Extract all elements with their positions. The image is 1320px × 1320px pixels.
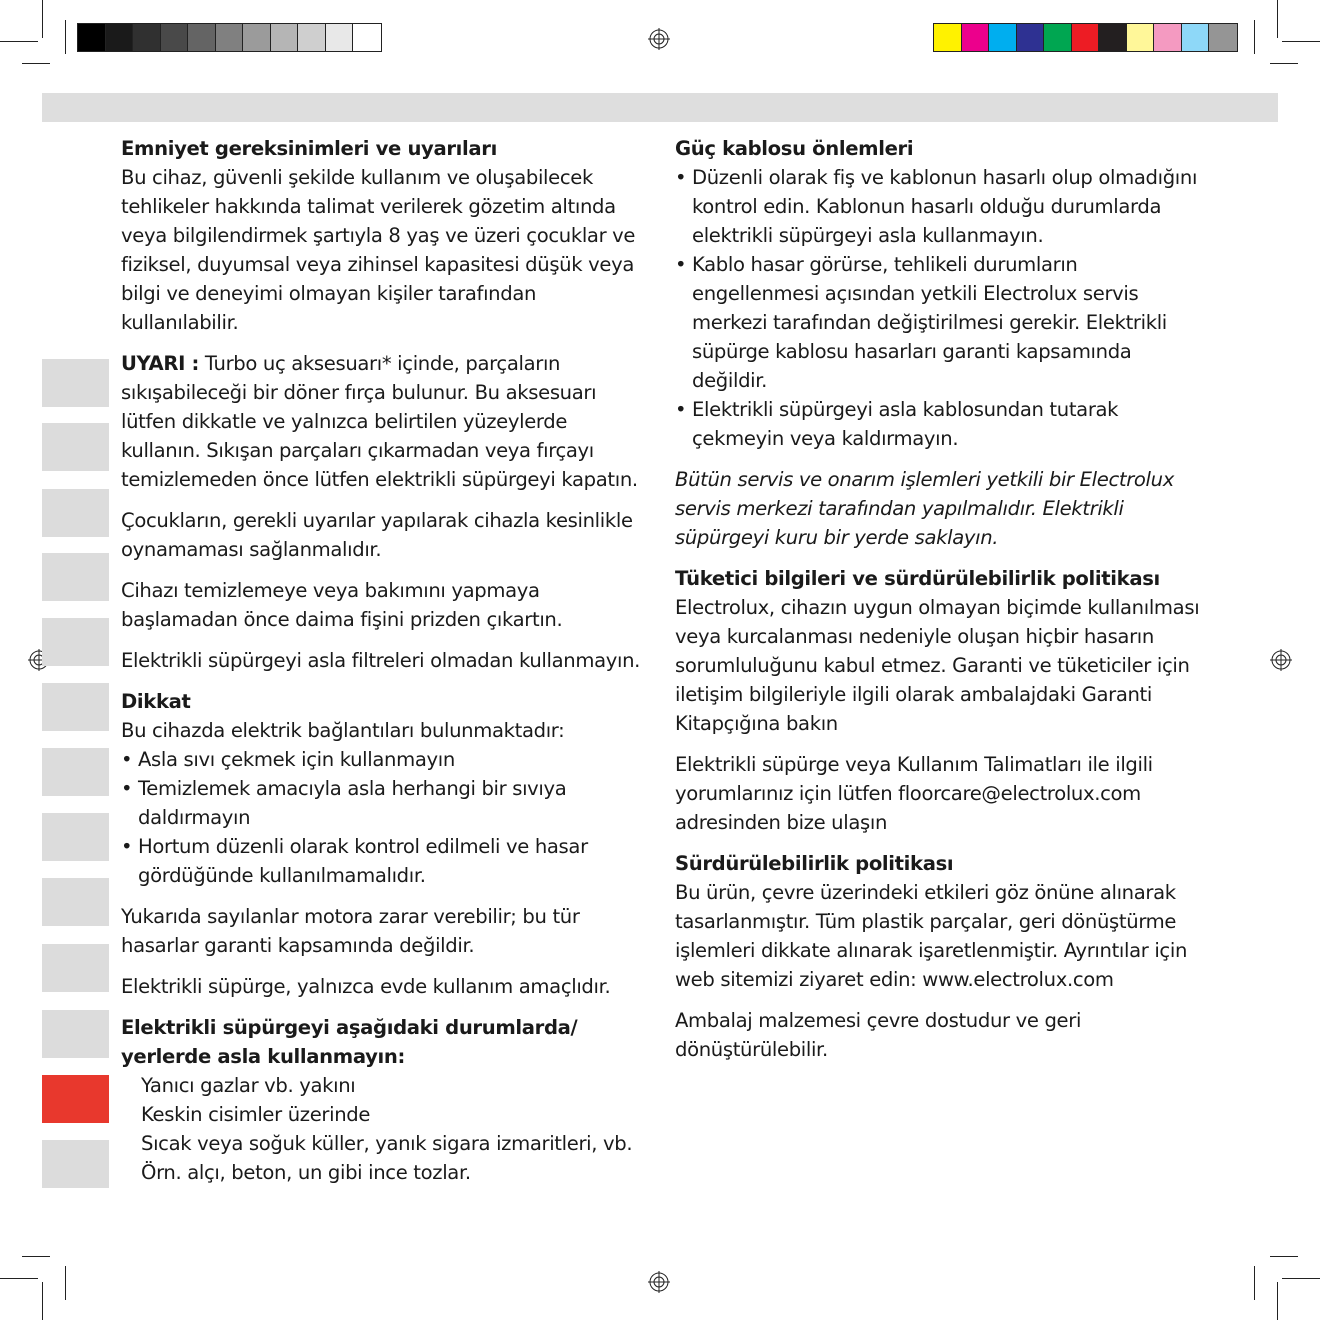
color-swatch [1044,24,1072,51]
crop-mark [0,41,38,42]
grayscale-swatch-strip [77,23,382,52]
language-tab [42,813,109,861]
crop-mark [42,1282,43,1320]
list-item: • Kablo hasar görürse, tehlikeli durumların engellenmesi açısından yetkili Electrolux servis merkezi tarafından değiştirilmesi gerekir. Elektrikli süpürge kablosu hasarları garanti kapsamında değildir. [675,253,1167,392]
color-swatch [326,24,354,51]
packaging-paragraph: Ambalaj malzemesi çevre dostudur ve geri dönüştürülebilir. [675,1009,1082,1061]
service-note: Bütün servis ve onarım işlemleri yetkili bir Electrolux servis merkezi tarafından yapılmalıdır. Elektrikli süpürgeyi kuru bir yerde saklayın. [675,468,1174,549]
language-tab [42,944,109,992]
never-use-heading: Elektrikli süpürgeyi aşağıdaki durumlarda/ yerlerde asla kullanmayın: [121,1016,578,1068]
crop-mark [1270,1256,1298,1257]
header-band [42,93,1278,122]
consumer-heading: Tüketici bilgileri ve sürdürülebilirlik politikası [675,567,1160,590]
color-swatch [271,24,299,51]
sustainability-heading: Sürdürülebilirlik politikası [675,852,954,875]
warning-text: Turbo uç aksesuarı* içinde, parçaların sıkışabileceği bir döner fırça bulunur. Bu aksesuarı lütfen dikkatle ve yalnızca belirtilen yüzeylerde kullanın. Sıkışan parçaları çıkarmadan veya fırçayı temizlemeden önce lütfen elektrikli süpürgeyi kapatın. [121,352,638,491]
language-tab [42,423,109,471]
language-tab [42,489,109,537]
crop-mark [1254,1266,1255,1300]
color-swatch [188,24,216,51]
power-cord-heading: Güç kablosu önlemleri [675,137,914,160]
crop-mark [65,20,66,54]
color-swatch [298,24,326,51]
crop-mark [1282,1278,1320,1279]
safety-heading: Emniyet gereksinimleri ve uyarıları [121,137,497,160]
color-swatch [161,24,189,51]
color-swatch [1209,24,1237,51]
language-tab [42,553,109,601]
warning-paragraph [121,349,649,494]
language-tab-active [42,1075,109,1123]
sustainability-paragraph: Bu ürün, çevre üzerindeki etkileri göz önüne alınarak tasarlanmıştır. Tüm plastik parçalar, geri dönüştürme işlemleri dikkate alınarak işaretlenmiştir. Ayrıntılar için web sitemizi ziyaret edin: www.electrolux.com [675,881,1188,991]
color-swatch [1017,24,1045,51]
crop-mark [1282,41,1320,42]
filters-paragraph: Elektrikli süpürgeyi asla filtreleri olmadan kullanmayın. [121,649,641,672]
right-column [675,134,1205,1076]
color-swatch [243,24,271,51]
color-swatch [78,24,106,51]
language-tab [42,1010,109,1058]
crop-mark [0,1278,38,1279]
list-item: Sıcak veya soğuk küller, yanık sigara izmaritleri, vb. [141,1132,633,1155]
color-swatch [1099,24,1127,51]
power-cord-list [675,163,1205,453]
language-tab [42,359,109,407]
language-tab [42,878,109,926]
language-tab [42,748,109,796]
left-column [121,134,649,1187]
language-tab [42,1140,109,1188]
color-swatch [1072,24,1100,51]
list-item: • Temizlemek amacıyla asla herhangi bir sıvıya daldırmayın [121,777,567,829]
crop-mark [42,0,43,38]
list-item: • Hortum düzenli olarak kontrol edilmeli ve hasar gördüğünde kullanılmamalıdır. [121,835,588,887]
color-swatch [133,24,161,51]
registration-mark-icon [648,28,670,50]
comments-paragraph: Elektrikli süpürge veya Kullanım Talimatları ile ilgili yorumlarınız için lütfen floorcare@electrolux.com adresinden bize ulaşın [675,753,1153,834]
color-swatch [962,24,990,51]
crop-mark [22,63,50,64]
never-use-list [121,1071,649,1187]
crop-mark [1270,63,1298,64]
domestic-paragraph: Elektrikli süpürge, yalnızca evde kullanım amaçlıdır. [121,975,611,998]
caution-heading: Dikkat [121,690,191,713]
children-paragraph: Çocukların, gerekli uyarılar yapılarak cihazla kesinlikle oynamaması sağlanmalıdır. [121,509,633,561]
crop-mark [1277,0,1278,38]
language-tab [42,683,109,731]
crop-mark [22,1256,50,1257]
crop-mark [1254,20,1255,54]
crop-mark [65,1266,66,1300]
caution-list [121,745,649,890]
registration-mark-icon [648,1271,670,1293]
registration-mark-icon [1270,649,1292,671]
safety-paragraph: Bu cihaz, güvenli şekilde kullanım ve oluşabilecek tehlikeler hakkında talimat verilerek gözetim altında veya bilgilendirmek şartıyla 8 yaş ve üzeri çocuklar ve fiziksel, duyumsal veya zihinsel kapasitesi düşük veya bilgi ve deneyimi olmayan kişiler tarafından kullanılabilir. [121,166,636,334]
list-item: Keskin cisimler üzerinde [141,1103,371,1126]
color-swatch [106,24,134,51]
list-item: • Asla sıvı çekmek için kullanmayın [121,748,455,771]
color-swatch [934,24,962,51]
list-item: Yanıcı gazlar vb. yakını [141,1074,356,1097]
list-item: Örn. alçı, beton, un gibi ince tozlar. [141,1161,471,1184]
color-swatch-strip [933,23,1238,52]
color-swatch [353,24,381,51]
motor-paragraph: Yukarıda sayılanlar motora zarar verebilir; bu tür hasarlar garanti kapsamında değildir. [121,905,580,957]
caution-intro: Bu cihazda elektrik bağlantıları bulunmaktadır: [121,719,565,742]
color-swatch [1127,24,1155,51]
list-item: • Düzenli olarak fiş ve kablonun hasarlı olup olmadığını kontrol edin. Kablonun hasarlı olduğu durumlarda elektrikli süpürgeyi asla kullanmayın. [675,166,1198,247]
language-tab [42,618,109,666]
color-swatch [1154,24,1182,51]
color-swatch [989,24,1017,51]
crop-mark [1277,1282,1278,1320]
color-swatch [216,24,244,51]
warning-label: UYARI : [121,352,199,375]
unplug-paragraph: Cihazı temizlemeye veya bakımını yapmaya başlamadan önce daima fişini prizden çıkartın. [121,579,563,631]
list-item: • Elektrikli süpürgeyi asla kablosundan tutarak çekmeyin veya kaldırmayın. [675,398,1119,450]
color-swatch [1182,24,1210,51]
consumer-paragraph: Electrolux, cihazın uygun olmayan biçimde kullanılması veya kurcalanması nedeniyle oluşan hiçbir hasarın sorumluluğunu kabul etmez. Garanti ve tüketiciler için iletişim bilgileriyle ilgili olarak ambalajdaki Garanti Kitapçığına bakın [675,596,1200,735]
